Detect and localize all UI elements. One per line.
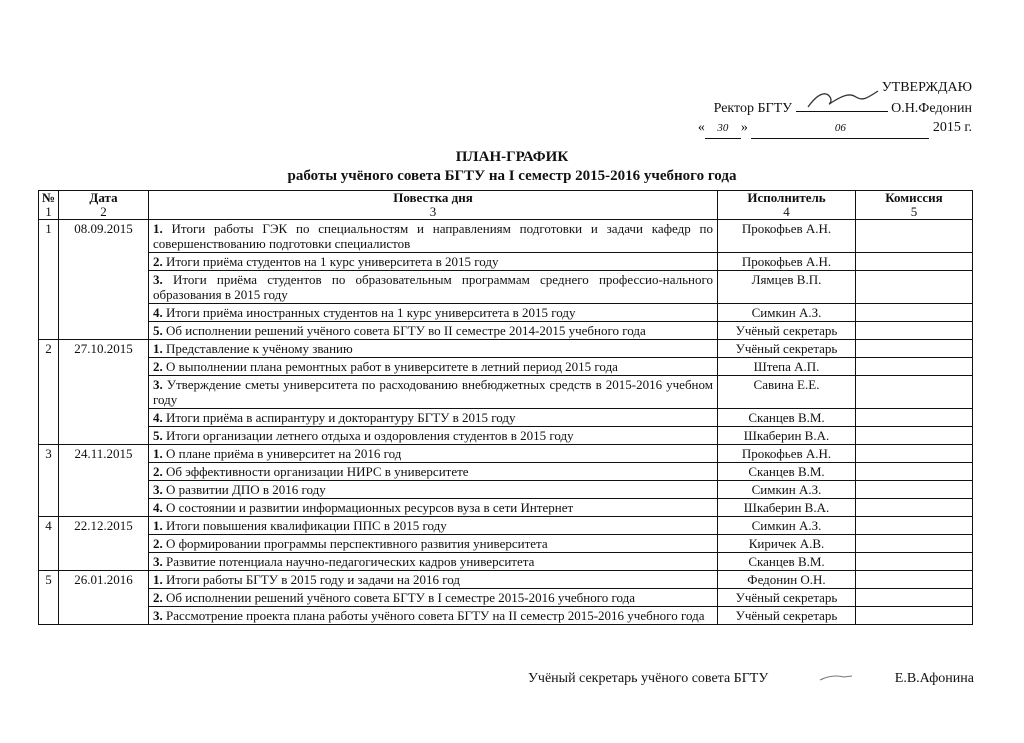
agenda-item: [149, 376, 718, 409]
agenda-executor: Сканцев В.М.: [718, 409, 856, 427]
approval-year: 2015 г.: [932, 120, 972, 135]
table-row: [39, 553, 973, 571]
agenda-item: [149, 409, 718, 427]
plan-table: [38, 190, 973, 625]
meeting-number: 2: [39, 340, 59, 445]
agenda-executor: Киричек А.В.: [718, 535, 856, 553]
table-row: [39, 253, 973, 271]
plan-body: [39, 220, 973, 625]
agenda-item-text: Итоги приёма в аспирантуру и докторантуру БГТУ в 2015 году: [162, 410, 516, 425]
table-row: [39, 463, 973, 481]
table-row: [39, 304, 973, 322]
agenda-executor: Симкин А.З.: [718, 517, 856, 535]
agenda-commission: [856, 463, 973, 481]
agenda-item-text: Представление к учёному званию: [162, 341, 353, 356]
agenda-item: [149, 220, 718, 253]
agenda-executor: Учёный секретарь: [718, 607, 856, 625]
agenda-item-index: 1.: [153, 221, 163, 236]
approval-block: [642, 78, 972, 139]
agenda-item-index: 4.: [153, 305, 163, 320]
approval-day: 30: [705, 119, 741, 139]
agenda-item-text: Об исполнении решений учёного совета БГТУ в I семестре 2015-2016 учебного года: [162, 590, 635, 605]
agenda-item-text: Рассмотрение проекта плана работы учёного совета БГТУ на II семестр 2015-2016 учебного года: [162, 608, 705, 623]
agenda-executor: Сканцев В.М.: [718, 553, 856, 571]
agenda-item: [149, 271, 718, 304]
agenda-item-index: 2.: [153, 464, 163, 479]
agenda-executor: Савина Е.Е.: [718, 376, 856, 409]
agenda-item-text: Утверждение сметы университета по расходованию внебюджетных средств в 2015-2016 учебном году: [153, 377, 713, 407]
agenda-item-index: 3.: [153, 377, 163, 392]
agenda-commission: [856, 409, 973, 427]
agenda-item: [149, 304, 718, 322]
meeting-number: 1: [39, 220, 59, 340]
agenda-item: [149, 499, 718, 517]
table-row: [39, 535, 973, 553]
agenda-item-index: 3.: [153, 608, 163, 623]
agenda-commission: [856, 571, 973, 589]
secretary-role: Учёный секретарь учёного совета БГТУ: [528, 671, 769, 686]
agenda-item-index: 2.: [153, 590, 163, 605]
agenda-commission: [856, 535, 973, 553]
table-row: [39, 220, 973, 253]
agenda-item-text: Об исполнении решений учёного совета БГТУ во II семестре 2014-2015 учебного года: [162, 323, 646, 338]
meeting-number: 4: [39, 517, 59, 571]
agenda-commission: [856, 427, 973, 445]
agenda-executor: Шкаберин В.А.: [718, 427, 856, 445]
table-row: [39, 589, 973, 607]
agenda-item: [149, 340, 718, 358]
agenda-executor: Штепа А.П.: [718, 358, 856, 376]
agenda-item-index: 5.: [153, 428, 163, 443]
secretary-signature-icon: [818, 673, 854, 683]
agenda-commission: [856, 589, 973, 607]
agenda-commission: [856, 376, 973, 409]
agenda-commission: [856, 220, 973, 253]
quote-open: «: [697, 120, 705, 135]
agenda-commission: [856, 499, 973, 517]
rector-line: [642, 97, 972, 118]
document-title-block: [0, 148, 1024, 186]
agenda-commission: [856, 445, 973, 463]
agenda-executor: Лямцев В.П.: [718, 271, 856, 304]
agenda-item-text: О формировании программы перспективного развития университета: [162, 536, 548, 551]
agenda-item-text: О выполнении плана ремонтных работ в университете в летний период 2015 года: [162, 359, 618, 374]
agenda-item: [149, 535, 718, 553]
header-date: Дата 2: [59, 191, 149, 220]
agenda-item-index: 3.: [153, 272, 163, 287]
quote-close: »: [740, 120, 748, 135]
rector-position: Ректор БГТУ: [713, 101, 793, 116]
agenda-item-index: 2.: [153, 536, 163, 551]
agenda-item-index: 3.: [153, 482, 163, 497]
table-row: [39, 499, 973, 517]
table-row: [39, 376, 973, 409]
agenda-commission: [856, 253, 973, 271]
agenda-commission: [856, 607, 973, 625]
agenda-item-index: 2.: [153, 254, 163, 269]
agenda-item-text: О плане приёма в университет на 2016 год: [162, 446, 402, 461]
document-title: ПЛАН-ГРАФИК: [455, 149, 569, 165]
meeting-number: 3: [39, 445, 59, 517]
header-commission: Комиссия 5: [856, 191, 973, 220]
agenda-item: [149, 481, 718, 499]
table-row: [39, 607, 973, 625]
rector-signature: [796, 97, 888, 112]
document-subtitle: работы учёного совета БГТУ на I семестр 2015-2016 учебного года: [287, 168, 737, 184]
agenda-item-index: 5.: [153, 323, 163, 338]
agenda-executor: Прокофьев А.Н.: [718, 253, 856, 271]
agenda-item-text: Итоги приёма иностранных студентов на 1 курс университета в 2015 году: [162, 305, 576, 320]
agenda-item: [149, 427, 718, 445]
agenda-item-text: Итоги работы ГЭК по специальностям и направлениям подготовки и задачи кафедр по совершенствованию подготовки специалистов: [153, 221, 713, 251]
agenda-executor: Прокофьев А.Н.: [718, 220, 856, 253]
agenda-commission: [856, 322, 973, 340]
header-num: № 1: [39, 191, 59, 220]
agenda-executor: Учёный секретарь: [718, 589, 856, 607]
agenda-item-index: 1.: [153, 446, 163, 461]
table-row: [39, 409, 973, 427]
approve-word: УТВЕРЖДАЮ: [881, 80, 972, 95]
agenda-executor: Сканцев В.М.: [718, 463, 856, 481]
agenda-item-index: 2.: [153, 359, 163, 374]
agenda-commission: [856, 271, 973, 304]
agenda-commission: [856, 340, 973, 358]
agenda-item-index: 3.: [153, 554, 163, 569]
meeting-date: 26.01.2016: [59, 571, 149, 625]
agenda-item-index: 1.: [153, 518, 163, 533]
agenda-item-index: 4.: [153, 410, 163, 425]
agenda-executor: Федонин О.Н.: [718, 571, 856, 589]
agenda-executor: Учёный секретарь: [718, 322, 856, 340]
agenda-item: [149, 253, 718, 271]
secretary-name: Е.В.Афонина: [894, 671, 974, 686]
table-row: [39, 322, 973, 340]
header-row: [39, 191, 973, 220]
agenda-executor: Учёный секретарь: [718, 340, 856, 358]
agenda-commission: [856, 304, 973, 322]
agenda-item-index: 1.: [153, 572, 163, 587]
table-row: [39, 445, 973, 463]
table-row: [39, 517, 973, 535]
header-executor: Исполнитель 4: [718, 191, 856, 220]
agenda-item: [149, 607, 718, 625]
table-row: [39, 271, 973, 304]
agenda-item-text: Развитие потенциала научно-педагогических кадров университета: [162, 554, 535, 569]
table-row: [39, 427, 973, 445]
meeting-date: 27.10.2015: [59, 340, 149, 445]
agenda-item-text: Итоги приёма студентов по образовательным программам среднего профессио-нального образования в 2015 году: [153, 272, 713, 302]
agenda-item-text: Итоги работы БГТУ в 2015 году и задачи на 2016 год: [162, 572, 461, 587]
table-row: [39, 481, 973, 499]
approval-month: 06: [751, 119, 929, 139]
agenda-commission: [856, 481, 973, 499]
agenda-item: [149, 517, 718, 535]
agenda-executor: Симкин А.З.: [718, 481, 856, 499]
agenda-item: [149, 463, 718, 481]
agenda-item-index: 1.: [153, 341, 163, 356]
table-row: [39, 571, 973, 589]
header-agenda: Повестка дня 3: [149, 191, 718, 220]
agenda-item-text: Итоги организации летнего отдыха и оздоровления студентов в 2015 году: [162, 428, 574, 443]
agenda-item: [149, 553, 718, 571]
agenda-item-text: Об эффективности организации НИРС в университете: [162, 464, 469, 479]
agenda-item-text: Итоги повышения квалификации ППС в 2015 году: [162, 518, 447, 533]
meeting-number: 5: [39, 571, 59, 625]
table-row: [39, 340, 973, 358]
agenda-item: [149, 445, 718, 463]
agenda-item: [149, 322, 718, 340]
agenda-commission: [856, 517, 973, 535]
agenda-item-index: 4.: [153, 500, 163, 515]
meeting-date: 22.12.2015: [59, 517, 149, 571]
agenda-commission: [856, 553, 973, 571]
agenda-commission: [856, 358, 973, 376]
table-row: [39, 358, 973, 376]
agenda-item-text: О состоянии и развитии информационных ресурсов вуза в сети Интернет: [162, 500, 574, 515]
agenda-item-text: О развитии ДПО в 2016 году: [162, 482, 326, 497]
agenda-item: [149, 589, 718, 607]
agenda-executor: Шкаберин В.А.: [718, 499, 856, 517]
agenda-item: [149, 571, 718, 589]
meeting-date: 08.09.2015: [59, 220, 149, 340]
agenda-executor: Прокофьев А.Н.: [718, 445, 856, 463]
agenda-item-text: Итоги приёма студентов на 1 курс университета в 2015 году: [162, 254, 499, 269]
signature-icon: [804, 87, 884, 113]
agenda-executor: Симкин А.З.: [718, 304, 856, 322]
meeting-date: 24.11.2015: [59, 445, 149, 517]
rector-name: О.Н.Федонин: [891, 101, 972, 116]
agenda-item: [149, 358, 718, 376]
approval-date-line: [642, 118, 972, 139]
